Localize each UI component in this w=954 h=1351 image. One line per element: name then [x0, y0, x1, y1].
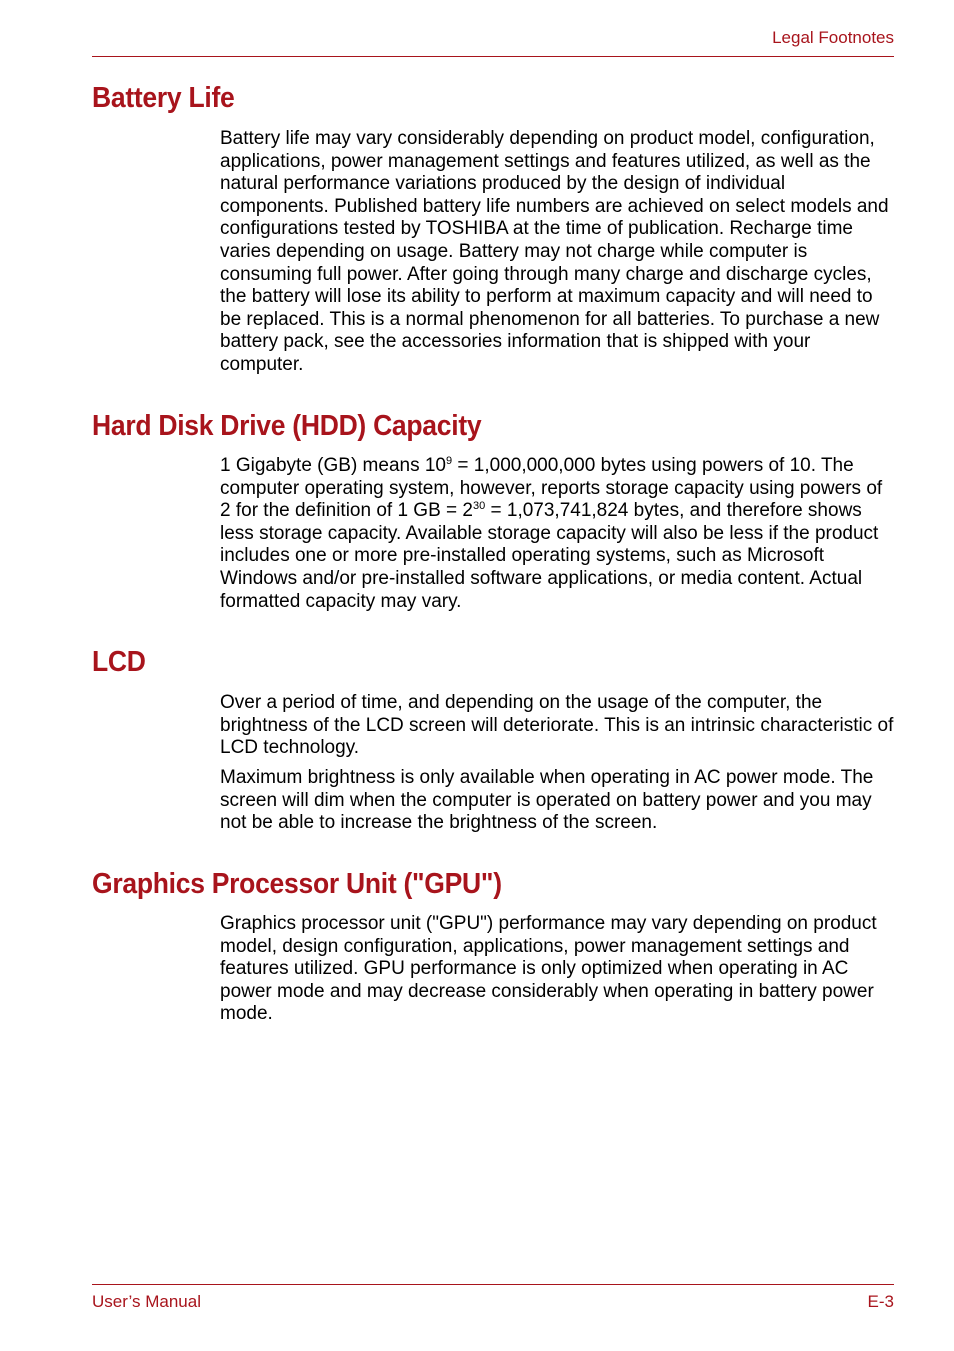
footer-page-number: E-3 — [867, 1292, 894, 1311]
hdd-exponent-9: 9 — [446, 455, 453, 467]
heading-lcd: LCD — [92, 646, 146, 678]
hdd-exponent-30: 30 — [472, 500, 486, 513]
footer-divider — [92, 1284, 894, 1285]
hdd-text-part-3: = 1,073,741,824 bytes, and therefore shows less storage capacity. Available storage capacity will also be less if the product includes one or more pre-installed operating systems, such as Microsoft Windows and/or pre-installed software applications, or media content. Actual formatted capacity may vary. — [220, 500, 879, 612]
header-section-label: Legal Footnotes — [772, 28, 894, 47]
heading-battery-life: Battery Life — [92, 82, 235, 114]
heading-gpu: Graphics Processor Unit ("GPU") — [92, 868, 502, 900]
header-divider — [92, 56, 894, 57]
hdd-text-part-2: = 1,000,000,000 bytes using powers of 10. The computer operating system, however, reports storage capacity using powers of 2 for the definition of 1 GB = 2 — [220, 455, 883, 522]
gpu-paragraph: Graphics processor unit ("GPU") performance may vary depending on product model, design configuration, applications, power management settings and features utilized. GPU performance is only optimized when operating in AC power mode and may decrease considerably when operating in battery power mode. — [220, 913, 877, 1025]
lcd-paragraph-2: Maximum brightness is only available when operating in AC power mode. The screen will dim when the computer is operated on battery power and you may not be able to increase the brightness of the screen. — [220, 767, 874, 834]
battery-life-paragraph: Battery life may vary considerably depending on product model, configuration, applications, power management settings and features utilized, as well as the natural performance variations produced by the design of individual components. Published battery life numbers are achieved on select models and configurations tested by TOSHIBA at the time of publication. Recharge time varies depending on usage. Battery may not charge while computer is consuming full power. After going through many charge and discharge cycles, the battery will lose its ability to perform at maximum capacity and will need to be replaced. This is a normal phenomenon for all batteries. To purchase a new battery pack, see the accessories information that is shipped with your computer. — [220, 128, 889, 375]
hdd-text-part-1: 1 Gigabyte (GB) means 10 — [220, 455, 446, 476]
hdd-capacity-paragraph — [220, 455, 896, 613]
heading-hdd-capacity: Hard Disk Drive (HDD) Capacity — [92, 410, 482, 442]
footer-manual-label: User’s Manual — [92, 1292, 201, 1311]
lcd-paragraph-1: Over a period of time, and depending on the usage of the computer, the brightness of the LCD screen will deteriorate. This is an intrinsic characteristic of LCD technology. — [220, 692, 894, 759]
